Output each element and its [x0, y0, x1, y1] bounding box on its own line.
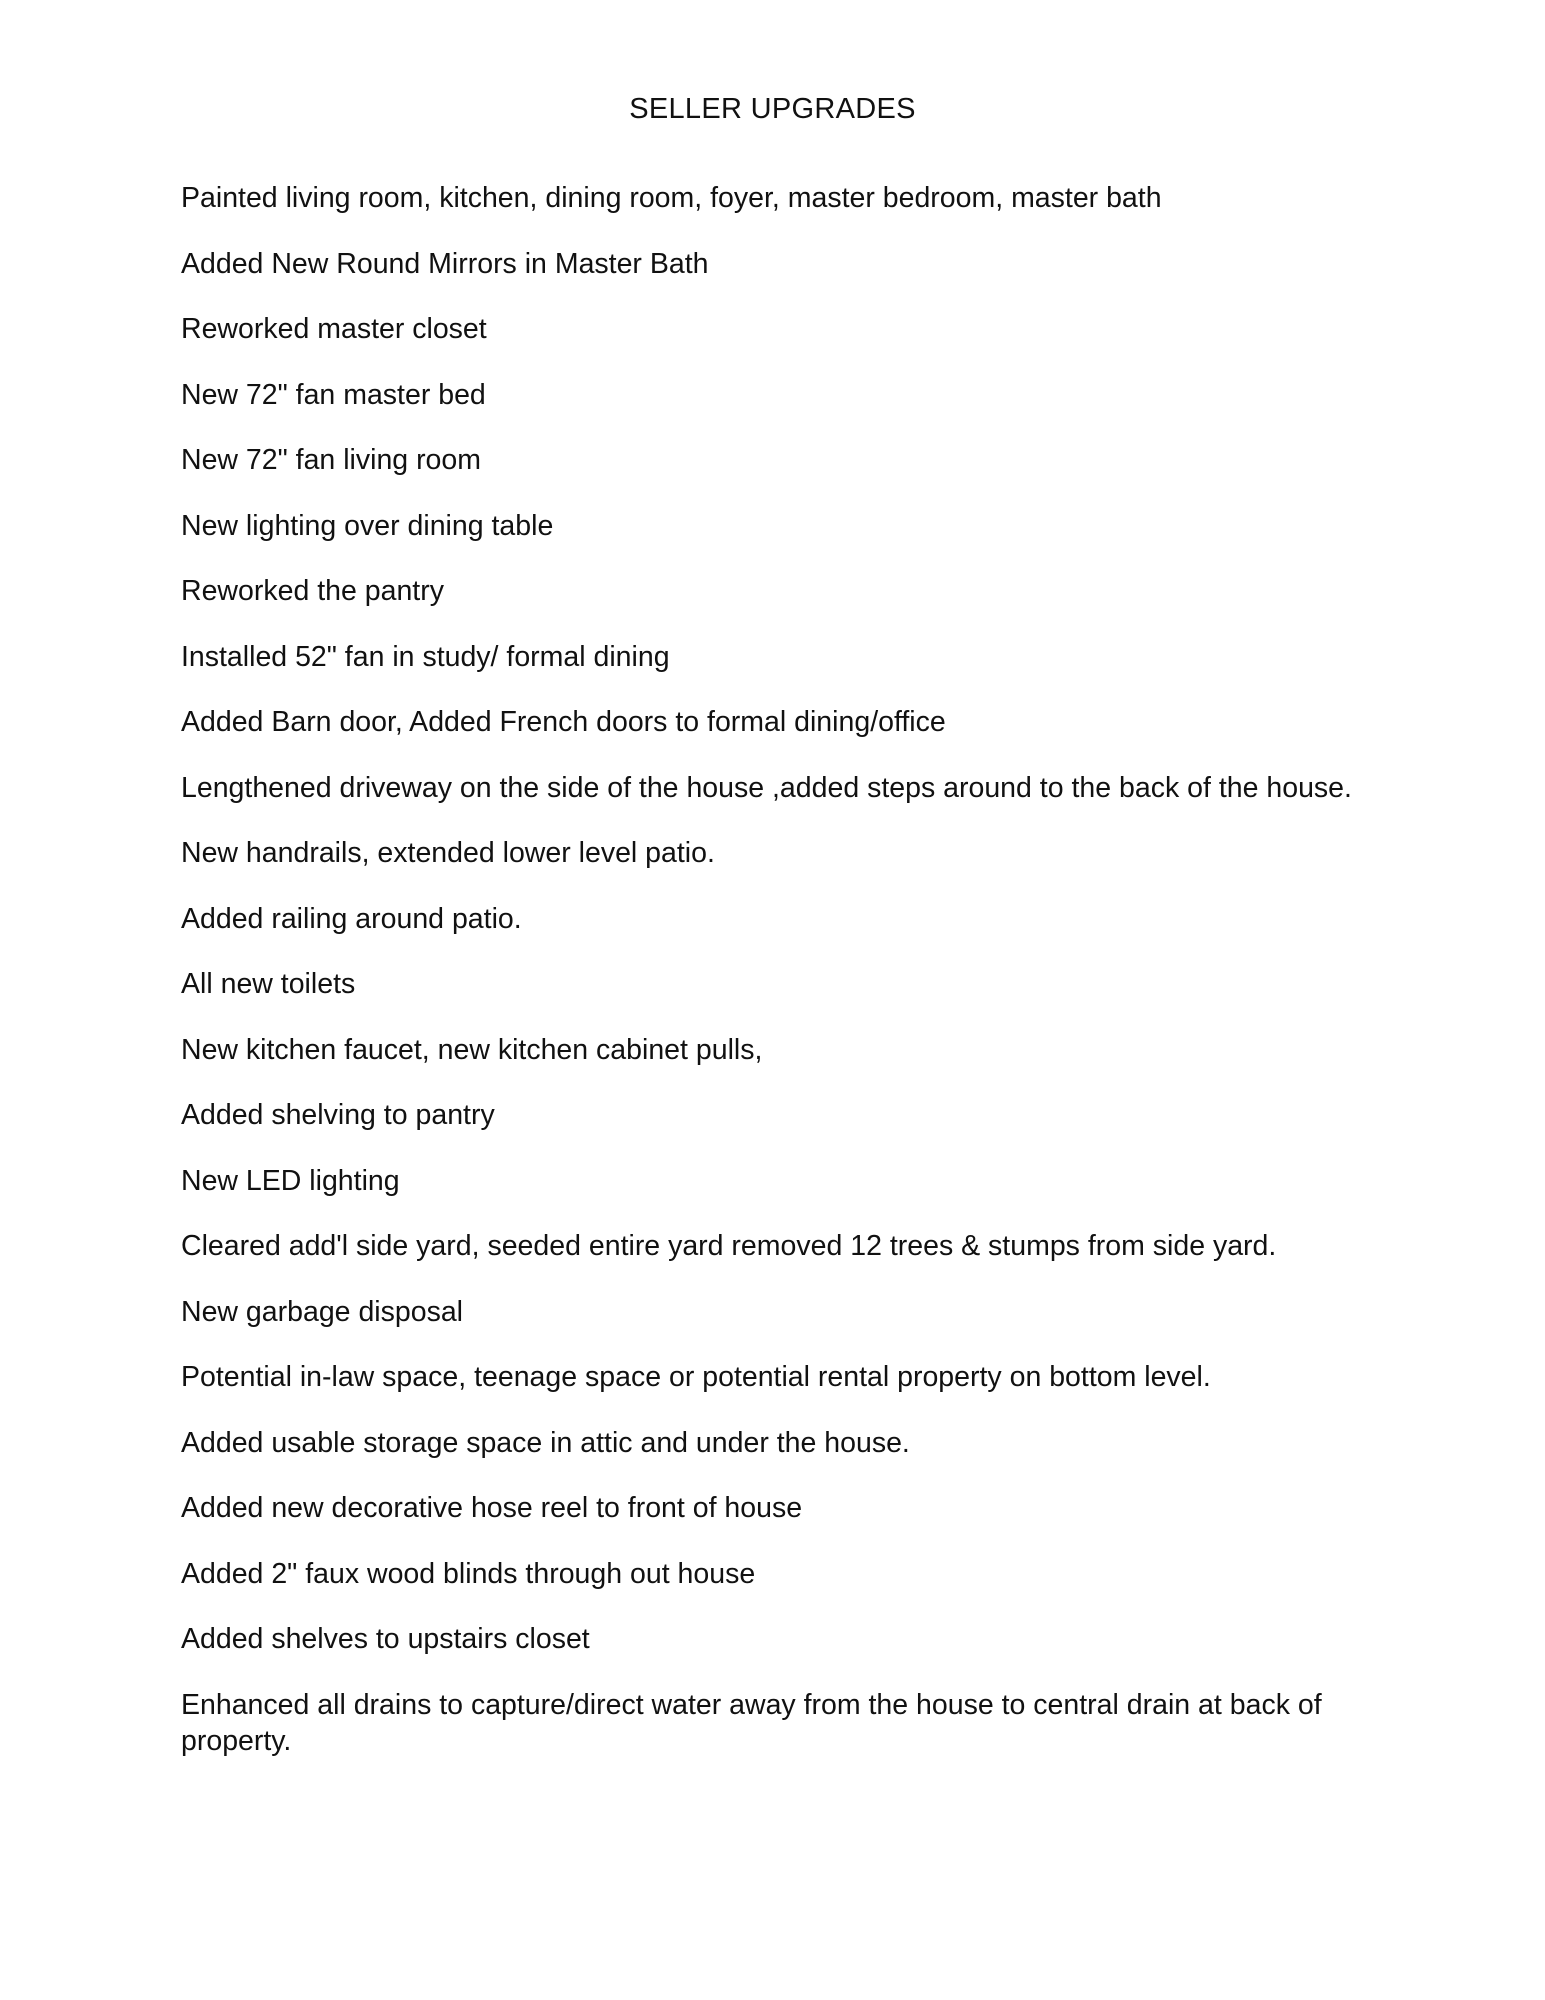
- upgrade-item: New 72" fan living room: [181, 444, 482, 476]
- upgrade-item: Added shelving to pantry: [181, 1099, 495, 1131]
- upgrade-item: New garbage disposal: [181, 1295, 464, 1328]
- upgrade-item: Enhanced all drains to capture/direct water away from the house to central drain at back of property.: [181, 1688, 1322, 1757]
- upgrade-item: Cleared add'l side yard, seeded entire yard removed 12 trees & stumps from side yard.: [181, 1230, 1277, 1262]
- upgrade-item: Added usable storage space in attic and under the house.: [181, 1426, 910, 1459]
- upgrade-item: New 72" fan master bed: [181, 378, 486, 411]
- upgrade-item: Added Barn door, Added French doors to formal dining/office: [181, 706, 946, 738]
- upgrade-item: Added shelves to upstairs closet: [181, 1623, 590, 1655]
- upgrade-list: [181, 180, 1381, 1788]
- upgrade-item: New kitchen faucet, new kitchen cabinet pulls,: [181, 1033, 763, 1066]
- upgrade-item: Added New Round Mirrors in Master Bath: [181, 247, 709, 280]
- upgrade-item: All new toilets: [181, 968, 356, 1000]
- upgrade-item: New handrails, extended lower level patio.: [181, 837, 715, 869]
- upgrade-item: Added 2" faux wood blinds through out house: [181, 1557, 756, 1590]
- upgrade-item: Lengthened driveway on the side of the house ,added steps around to the back of the house.: [181, 771, 1352, 804]
- upgrade-item: Installed 52" fan in study/ formal dining: [181, 640, 670, 673]
- upgrade-item: Added railing around patio.: [181, 902, 522, 935]
- upgrade-item: Added new decorative hose reel to front of house: [181, 1492, 803, 1524]
- upgrade-item: Reworked master closet: [181, 313, 487, 345]
- upgrade-item: Potential in-law space, teenage space or potential rental property on bottom level.: [181, 1361, 1211, 1393]
- document-title: SELLER UPGRADES: [629, 93, 916, 125]
- upgrade-item: Painted living room, kitchen, dining room, foyer, master bedroom, master bath: [181, 182, 1162, 214]
- upgrade-item: New lighting over dining table: [181, 509, 554, 542]
- upgrade-item: New LED lighting: [181, 1164, 400, 1197]
- upgrade-item: Reworked the pantry: [181, 575, 444, 607]
